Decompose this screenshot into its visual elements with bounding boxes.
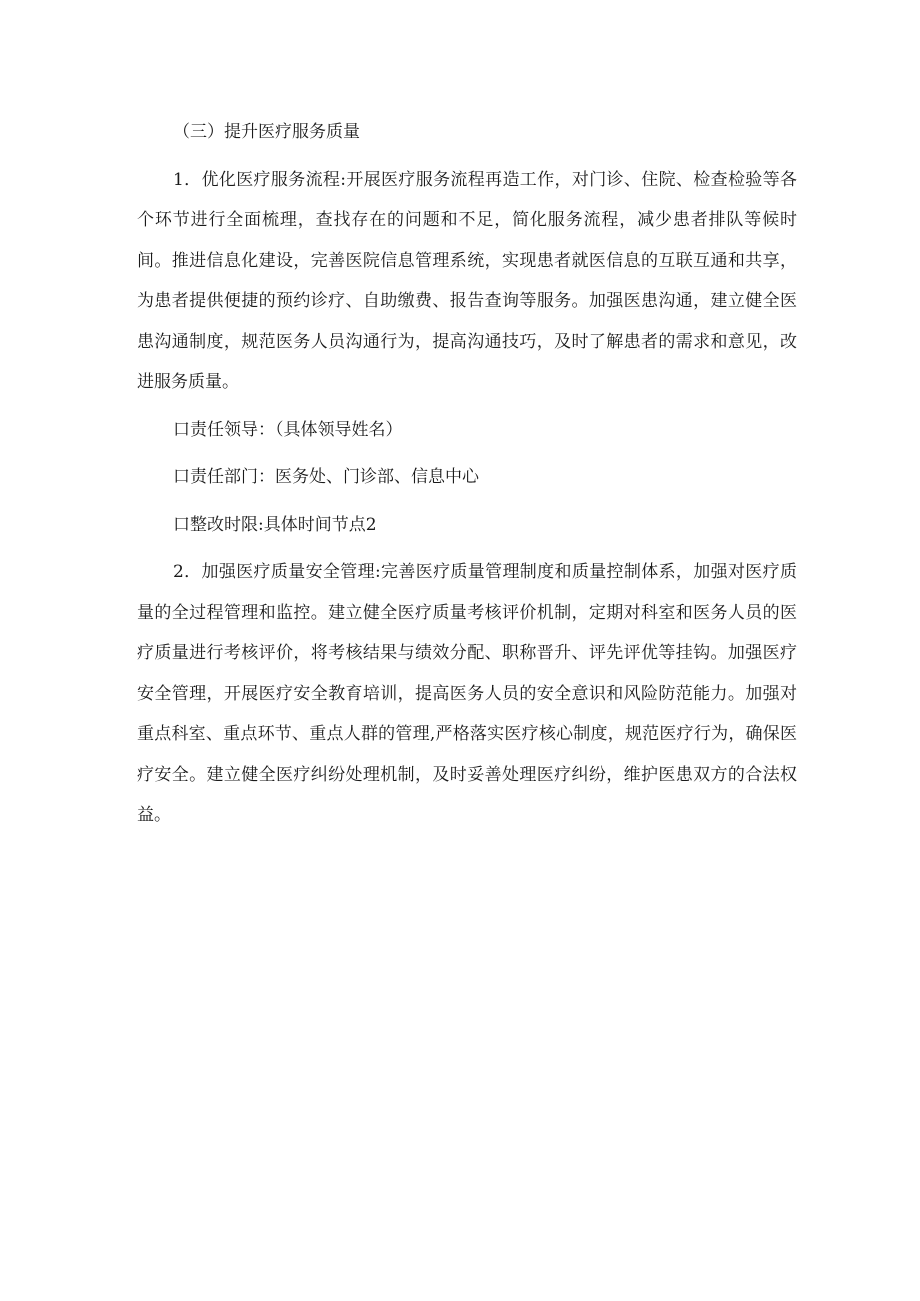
item-1-paragraph: 1．优化医疗服务流程:开展医疗服务流程再造工作，对门诊、住院、检查检验等各个环节进行全面梳理，查找存在的问题和不足，简化服务流程，减少患者排队等候时间。推进信息化建设，完善医院信息管理系统，实现患者就医信息的互联互通和共享，为患者提供便捷的预约诊疗、自助缴费、报告查询等服务。加强医患沟通，建立健全医患沟通制度，规范医务人员沟通行为，提高沟通技巧，及时了解患者的需求和意见，改进服务质量。	[137, 169, 797, 392]
document-page	[137, 112, 797, 836]
rectification-deadline: 口整改时限:具体时间节点2	[173, 514, 377, 535]
item-2-paragraph: 2．加强医疗质量安全管理:完善医疗质量管理制度和质量控制体系，加强对医疗质量的全过程管理和监控。建立健全医疗质量考核评价机制，定期对科室和医务人员的医疗质量进行考核评价，将考核结果与绩效分配、职称晋升、评先评优等挂钩。加强医疗安全管理，开展医疗安全教育培训，提高医务人员的安全意识和风险防范能力。加强对重点科室、重点环节、重点人群的管理,严格落实医疗核心制度，规范医疗行为，确保医疗安全。建立健全医疗纠纷处理机制，及时妥善处理医疗纠纷，维护医患双方的合法权益。	[137, 562, 797, 825]
responsible-department: 口责任部门：医务处、门诊部、信息中心	[173, 467, 479, 487]
section-heading: （三）提升医疗服务质量	[173, 122, 360, 142]
responsible-leader: 口责任领导：（具体领导姓名）	[173, 419, 403, 440]
